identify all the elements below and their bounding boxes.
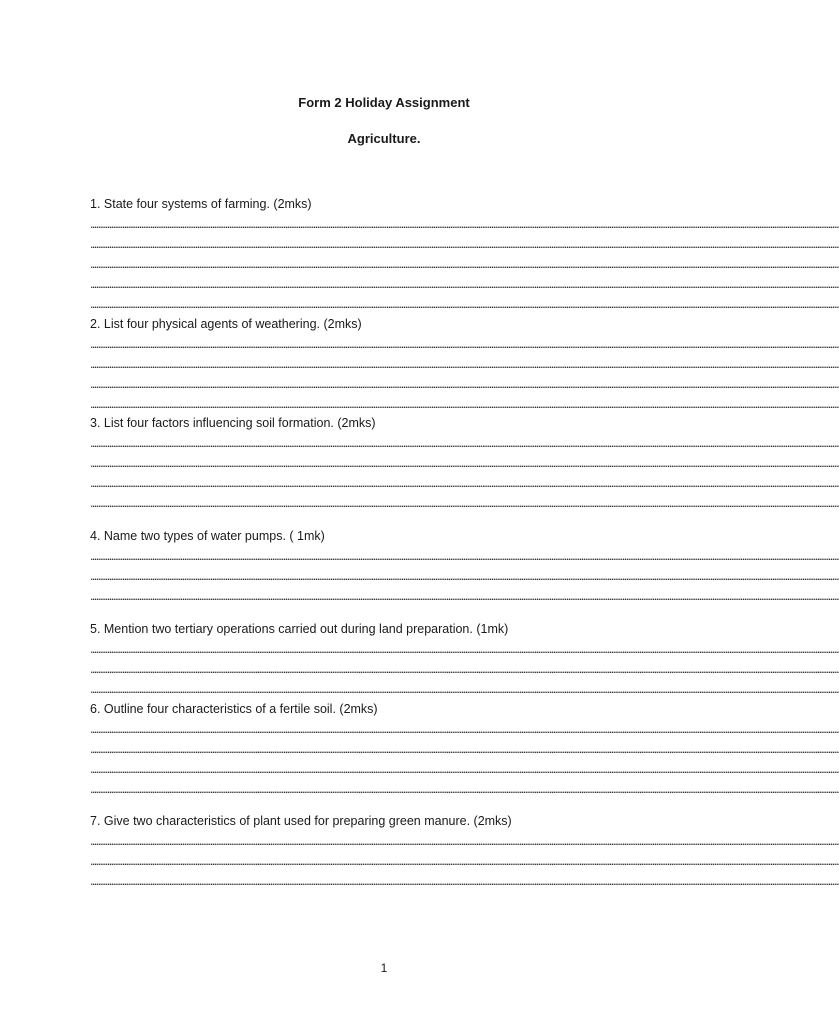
answer-line[interactable]: ................................................................................................................................................................................................................................................................................................................................................................................................................ xyxy=(90,762,839,776)
answer-line[interactable]: ................................................................................................................................................................................................................................................................................................................................................................................................................ xyxy=(90,297,839,311)
answer-line[interactable]: ................................................................................................................................................................................................................................................................................................................................................................................................................ xyxy=(90,874,839,888)
question-text: 4. Name two types of water pumps. ( 1mk) xyxy=(90,529,325,543)
answer-line[interactable]: ................................................................................................................................................................................................................................................................................................................................................................................................................ xyxy=(90,277,839,291)
answer-line[interactable]: ................................................................................................................................................................................................................................................................................................................................................................................................................ xyxy=(90,456,839,470)
question-text: 2. List four physical agents of weathering. (2mks) xyxy=(90,317,362,331)
answer-line[interactable]: ................................................................................................................................................................................................................................................................................................................................................................................................................ xyxy=(90,722,839,736)
question-text: 3. List four factors influencing soil formation. (2mks) xyxy=(90,416,376,430)
answer-line[interactable]: ................................................................................................................................................................................................................................................................................................................................................................................................................ xyxy=(90,782,839,796)
question-text: 7. Give two characteristics of plant used for preparing green manure. (2mks) xyxy=(90,814,512,828)
answer-line[interactable]: ................................................................................................................................................................................................................................................................................................................................................................................................................ xyxy=(90,662,839,676)
answer-line[interactable]: ................................................................................................................................................................................................................................................................................................................................................................................................................ xyxy=(90,257,839,271)
answer-line[interactable]: ................................................................................................................................................................................................................................................................................................................................................................................................................ xyxy=(90,357,839,371)
answer-line[interactable]: ................................................................................................................................................................................................................................................................................................................................................................................................................ xyxy=(90,589,839,603)
answer-line[interactable]: ................................................................................................................................................................................................................................................................................................................................................................................................................ xyxy=(90,642,839,656)
question-3 xyxy=(90,413,839,513)
question-4 xyxy=(90,526,839,606)
answer-line[interactable]: ................................................................................................................................................................................................................................................................................................................................................................................................................ xyxy=(90,682,839,696)
answer-line[interactable]: ................................................................................................................................................................................................................................................................................................................................................................................................................ xyxy=(90,436,839,450)
answer-line[interactable]: ................................................................................................................................................................................................................................................................................................................................................................................................................ xyxy=(90,476,839,490)
page-title: Form 2 Holiday Assignment xyxy=(298,95,470,110)
question-1 xyxy=(90,194,839,314)
answer-line[interactable]: ................................................................................................................................................................................................................................................................................................................................................................................................................ xyxy=(90,854,839,868)
answer-line[interactable]: ................................................................................................................................................................................................................................................................................................................................................................................................................ xyxy=(90,237,839,251)
answer-line[interactable]: ................................................................................................................................................................................................................................................................................................................................................................................................................ xyxy=(90,337,839,351)
answer-line[interactable]: ................................................................................................................................................................................................................................................................................................................................................................................................................ xyxy=(90,377,839,391)
question-7 xyxy=(90,811,839,891)
answer-line[interactable]: ................................................................................................................................................................................................................................................................................................................................................................................................................ xyxy=(90,549,839,563)
question-2 xyxy=(90,314,839,414)
answer-line[interactable]: ................................................................................................................................................................................................................................................................................................................................................................................................................ xyxy=(90,397,839,411)
question-text: 1. State four systems of farming. (2mks) xyxy=(90,197,312,211)
answer-line[interactable]: ................................................................................................................................................................................................................................................................................................................................................................................................................ xyxy=(90,569,839,583)
question-text: 6. Outline four characteristics of a fertile soil. (2mks) xyxy=(90,702,378,716)
question-5 xyxy=(90,619,839,699)
question-6 xyxy=(90,699,839,799)
answer-line[interactable]: ................................................................................................................................................................................................................................................................................................................................................................................................................ xyxy=(90,217,839,231)
subject-heading: Agriculture. xyxy=(347,131,421,146)
answer-line[interactable]: ................................................................................................................................................................................................................................................................................................................................................................................................................ xyxy=(90,834,839,848)
answer-line[interactable]: ................................................................................................................................................................................................................................................................................................................................................................................................................ xyxy=(90,742,839,756)
page-number: 1 xyxy=(380,961,388,975)
answer-line[interactable]: ................................................................................................................................................................................................................................................................................................................................................................................................................ xyxy=(90,496,839,510)
question-text: 5. Mention two tertiary operations carried out during land preparation. (1mk) xyxy=(90,622,509,636)
